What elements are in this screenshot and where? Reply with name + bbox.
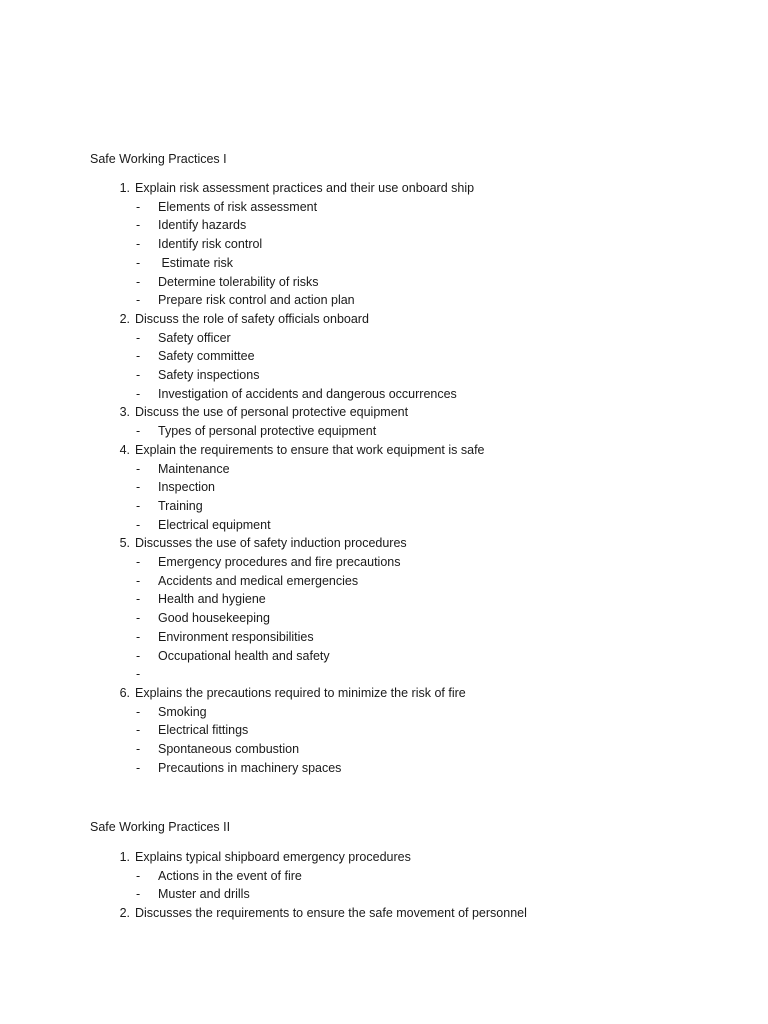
dash-bullet: - [136, 480, 141, 495]
sub-list-item-text: Smoking [158, 704, 207, 719]
sub-list-item [0, 366, 768, 385]
sub-list-item-text: Identify risk control [158, 237, 263, 252]
sub-list-item-text: Prepare risk control and action plan [158, 293, 355, 308]
list-item [0, 179, 768, 198]
dash-bullet: - [136, 629, 141, 644]
sub-list-item [0, 497, 768, 516]
sub-list-item-text: Spontaneous combustion [158, 742, 300, 756]
sub-list-item-text: Estimate risk [158, 255, 234, 270]
dash-bullet: - [136, 330, 141, 345]
dash-bullet: - [136, 368, 141, 382]
dash-bullet: - [136, 760, 141, 775]
sub-list-item [0, 590, 768, 609]
sub-list-item [0, 460, 768, 479]
sub-list-item-text: Health and hygiene [158, 592, 266, 607]
list-item-number: 2. [119, 311, 130, 326]
list-item-text: Discuss the role of safety officials onboard [135, 311, 369, 326]
list-item-text: Explain risk assessment practices and their use onboard ship [135, 181, 475, 195]
sub-list-item-text: Elements of risk assessment [158, 199, 318, 214]
dash-bullet: - [136, 555, 141, 569]
sub-list-item [0, 759, 768, 778]
dash-bullet: - [136, 648, 141, 663]
list-item-text: Discuss the use of personal protective equipment [135, 405, 409, 420]
dash-bullet: - [136, 887, 141, 902]
list-item-text: Explain the requirements to ensure that work equipment is safe [135, 442, 485, 457]
sub-list-item [0, 329, 768, 348]
sub-list-item [0, 647, 768, 666]
dash-bullet: - [136, 498, 141, 513]
sub-list-item-text: Accidents and medical emergencies [158, 573, 359, 588]
list-item [0, 904, 768, 923]
sub-list-item [0, 422, 768, 441]
sub-list-item-text: Occupational health and safety [158, 648, 330, 663]
sub-list-item [0, 572, 768, 591]
dash-bullet: - [136, 237, 141, 252]
sub-list-item-text: Inspection [158, 480, 215, 495]
list-item [0, 684, 768, 703]
sub-list-item [0, 553, 768, 572]
sub-list-item [0, 198, 768, 217]
sub-list-item [0, 740, 768, 759]
sub-list-item-text: Training [158, 498, 203, 513]
sub-list-item-text: Investigation of accidents and dangerous occurrences [158, 386, 457, 401]
sub-list-item [0, 721, 768, 740]
sub-list-item [0, 867, 768, 886]
sub-list-item-text: Electrical equipment [158, 517, 271, 532]
dash-bullet: - [136, 723, 141, 738]
sub-list-item [0, 516, 768, 535]
sub-list-item [0, 478, 768, 497]
sub-list-item-text: Types of personal protective equipment [158, 424, 377, 439]
sub-list-item-text: Environment responsibilities [158, 629, 314, 644]
sub-list-item-text: Precautions in machinery spaces [158, 760, 342, 775]
list-item-number: 4. [119, 442, 130, 457]
sub-list-item [0, 273, 768, 292]
dash-bullet: - [136, 868, 141, 883]
sub-list-item-text: Electrical fittings [158, 723, 249, 738]
list-item-number: 3. [119, 405, 130, 420]
list-item [0, 534, 768, 553]
dash-bullet: - [136, 592, 141, 607]
dash-bullet: - [136, 199, 141, 214]
sub-list-item [0, 609, 768, 628]
sub-list-item-text: Safety committee [158, 349, 255, 364]
dash-bullet: - [136, 386, 141, 401]
dash-bullet: - [136, 461, 141, 476]
sub-list-item [0, 628, 768, 647]
sub-list-item [0, 885, 768, 904]
dash-bullet: - [136, 611, 141, 626]
sub-list-item-text: Muster and drills [158, 887, 250, 902]
list-item [0, 403, 768, 422]
sub-list-item [0, 254, 768, 273]
dash-bullet: - [136, 742, 141, 756]
sub-list-item-text: Emergency procedures and fire precautions [158, 555, 401, 569]
section-title: Safe Working Practices II [90, 820, 231, 834]
list-item-text: Explains the precautions required to minimize the risk of fire [135, 685, 466, 700]
list-item-text: Explains typical shipboard emergency procedures [135, 850, 411, 864]
list-item-number: 2. [119, 906, 130, 921]
list-item [0, 441, 768, 460]
sub-list-item [0, 347, 768, 366]
section-title: Safe Working Practices I [90, 152, 227, 166]
dash-bullet: - [136, 255, 141, 270]
sub-list-item [0, 216, 768, 235]
dash-bullet: - [136, 424, 141, 439]
list-item-text: Discusses the requirements to ensure the safe movement of personnel [135, 906, 527, 921]
sub-list-item [0, 235, 768, 254]
sub-list-item-text: Actions in the event of fire [158, 868, 302, 883]
list-item-number: 5. [119, 536, 130, 551]
list-item-text: Discusses the use of safety induction procedures [135, 536, 407, 551]
sub-list-item-text: Good housekeeping [158, 611, 270, 626]
dash-bullet: - [136, 349, 141, 364]
dash-bullet: - [136, 293, 141, 308]
sub-list-item [0, 291, 768, 310]
sub-list-item [0, 703, 768, 722]
dash-bullet: - [136, 573, 141, 588]
sub-list-item-text: Safety inspections [158, 368, 260, 382]
sub-list-item-text: Identify hazards [158, 218, 247, 233]
sub-list-item-text: Maintenance [158, 461, 230, 476]
sub-list-item-text: Determine tolerability of risks [158, 274, 319, 289]
sub-list-item [0, 665, 768, 684]
list-item-number: 1. [119, 850, 130, 864]
dash-bullet: - [136, 667, 141, 682]
dash-bullet: - [136, 218, 141, 233]
list-item [0, 310, 768, 329]
list-item [0, 848, 768, 867]
list-item-number: 1. [119, 181, 130, 195]
dash-bullet: - [136, 274, 141, 289]
dash-bullet: - [136, 704, 141, 719]
list-item-number: 6. [119, 685, 130, 700]
dash-bullet: - [136, 517, 141, 532]
sub-list-item [0, 385, 768, 404]
sub-list-item-text: Safety officer [158, 330, 231, 345]
